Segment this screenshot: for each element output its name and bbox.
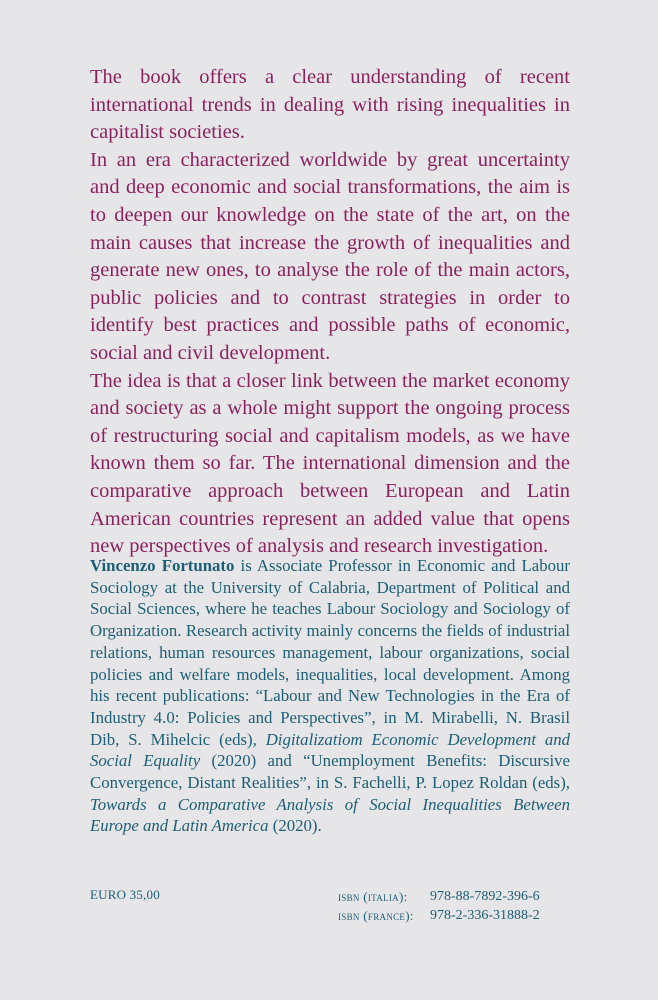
publication-title: Digitalizatiom Economic Development and Social Equality	[90, 729, 571, 771]
price: EURO 35,00	[90, 887, 160, 902]
blurb-paragraph: In an era characterized worldwide by great uncertainty and deep economic and social transformations, the aim is to deepen our knowledge on the state of the art, on the main causes that increase the growth of inequalities and generate new ones, to analyse the role of the main actors, public policies and to contrast strategies in order to identify best practices and possible paths of economic, social and civil development.	[90, 148, 570, 364]
isbn-label: isbn (france):	[338, 908, 414, 923]
author-name: Vincenzo Fortunato	[90, 556, 235, 575]
isbn-value: 978-88-7892-396-6	[430, 889, 540, 904]
bio-text: (2020).	[268, 816, 322, 836]
bio-text: is Associate Professor in Economic and Labour Sociology at the University of Calabria, Department of Political and Social Sciences, where he teaches Labour Sociology and Sociology of Organization. Research activity mainly concerns the fields of industrial relations, human resources management, labour organizations, social policies and welfare models, inequalities, local development. Among his recent publications: “Labour and New Technologies in the Era of Industry 4.0: Policies and Perspectives”, in M. Mirabelli, N. Brasil Dib, S. Mihelcic (eds),	[90, 556, 570, 749]
isbn-row-italia	[338, 887, 540, 906]
back-cover-blurb	[90, 64, 570, 561]
isbn-label: isbn (italia):	[338, 889, 408, 904]
isbn-row-france	[338, 906, 540, 925]
bio-text: (2020) and “Unemployment Benefits: Discursive Convergence, Distant Realities”, in S. Fachelli, P. Lopez Roldan (eds),	[90, 751, 570, 793]
author-bio	[90, 555, 570, 837]
isbn-block	[338, 887, 540, 925]
blurb-paragraph: The idea is that a closer link between the market economy and society as a whole might support the ongoing process of restructuring social and capitalism models, as we have known them so far. The international dimension and the comparative approach between European and Latin American countries represent an added value that opens new perspectives of analysis and research investigation.	[90, 369, 570, 558]
author-bio-paragraph	[90, 555, 570, 837]
publication-title: Towards a Comparative Analysis of Social Inequalities Between Europe and Latin America	[90, 794, 570, 836]
blurb-paragraph: The book offers a clear understanding of recent international trends in dealing with rising inequalities in capitalist societies.	[90, 66, 570, 144]
isbn-value: 978-2-336-31888-2	[430, 908, 540, 923]
